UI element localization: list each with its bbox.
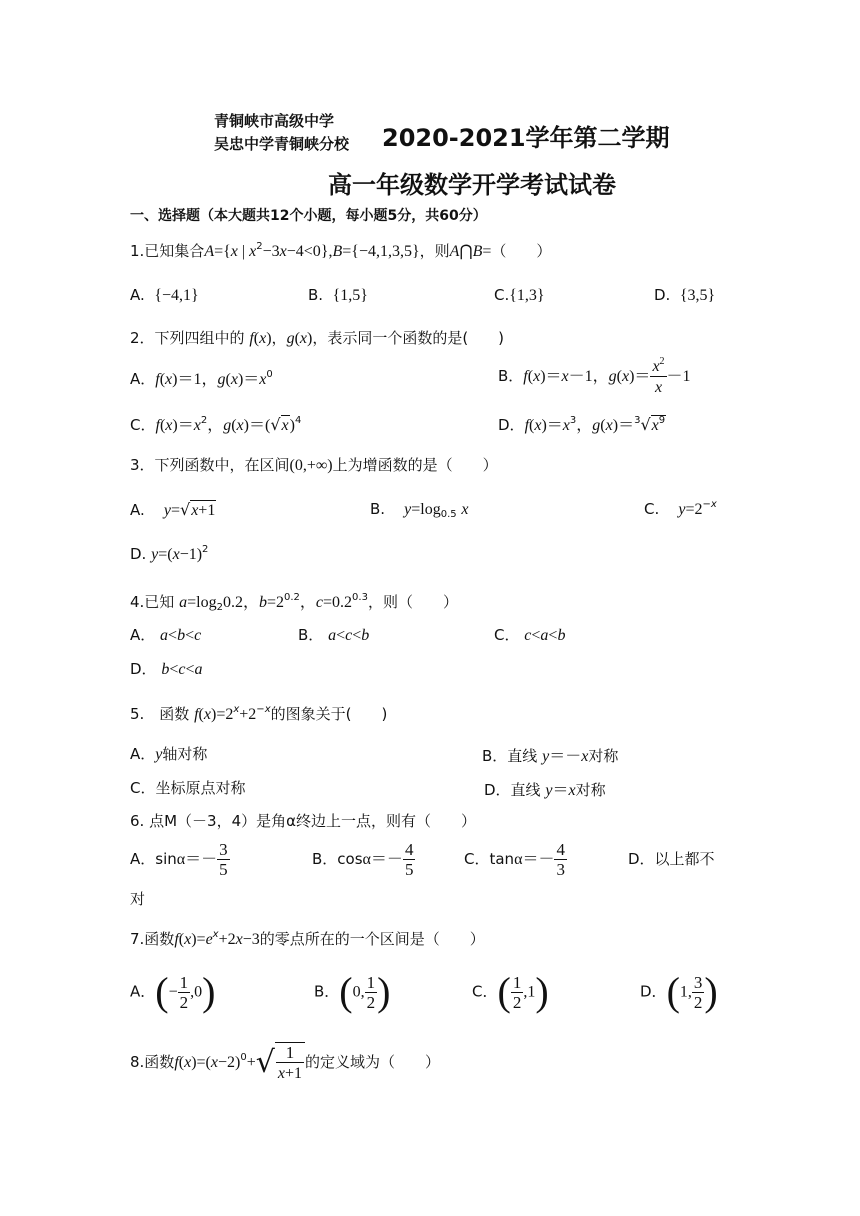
question-2: 2．下列四组中的 f(x)，g(x)，表示同一个函数的是( ) [130, 329, 505, 347]
q7-option-d: D．(1, $\frac{3}{2}$ ) [640, 969, 718, 1014]
q6-option-b: B．cosα＝－ $\frac{4}{5}$ [312, 840, 414, 879]
q2-option-d: D．$f(x)=x^3$，$g(x)=^3√x^9$ [498, 415, 666, 434]
q5-option-d: D．直线 y＝x对称 [484, 781, 606, 799]
q7-option-c: C．( $\frac{1}{2}$ ,1) [472, 969, 549, 1014]
q2-option-a: A．f(x)＝1，$g(x)=x^0$ [130, 369, 273, 388]
q6-option-a: A．sinα＝－ $\frac{3}{5}$ [130, 840, 228, 879]
school-name-2: 吴忠中学青铜峡分校 [214, 135, 350, 153]
q3-option-a: A. y=√x+1 [130, 500, 216, 519]
q5-option-c: C．坐标原点对称 [130, 779, 246, 797]
q1-option-d: D. {3,5} [654, 286, 716, 304]
q7-option-a: A．(− $\frac{1}{2}$ ,0) [130, 969, 216, 1014]
q3-option-c: C. $y=2^{-x}$ [644, 499, 717, 518]
q1-option-c: C.{1,3} [494, 286, 545, 304]
q3-option-d: D. $y=(x-1)^2$ [130, 544, 209, 563]
question-1: 1.已知集合A={x | $x^2-3x-4<0\},B=\{-4,1,3,5\}$，则A⋂B=（ ） [130, 241, 552, 260]
q2-option-c: C．$f(x)=x^2$，$g(x)=(√x)^4$ [130, 415, 302, 434]
q1-option-a: A. {−4,1} [130, 286, 199, 304]
q5-option-b: B．直线 y＝－x对称 [482, 747, 619, 765]
school-name-1: 青铜峡市高级中学 [214, 112, 335, 130]
question-8: 8.函数$f(x)=(x-2)^0+√$ $\frac{1}{x+1}$ 的定义域为（ ） [130, 1043, 441, 1082]
q4-option-a: A． a<b<c [130, 626, 202, 644]
q1-pre: 1.已知集合 [130, 242, 205, 260]
q6-option-d-wrap: 对 [130, 890, 146, 908]
question-7: 7.函数$f(x)=e^x+2x-3$的零点所在的一个区间是（ ） [130, 929, 485, 948]
q2-option-b: B．f(x)＝x－1，g(x)＝ $\frac{x^2}{x}$ －1 [498, 356, 691, 396]
section-heading: 一、选择题（本大题共12个小题，每小题5分，共60分） [130, 208, 487, 224]
term-title: 2020-2021学年第二学期 [382, 124, 670, 152]
q3-option-b: B. $y=\log_{0.5}$ x [370, 500, 469, 520]
q4-option-b: B． a<c<b [298, 626, 370, 644]
q5-option-a: A．y轴对称 [130, 745, 208, 763]
q7-option-b: B．(0, $\frac{1}{2}$ ) [314, 969, 391, 1014]
question-3: 3．下列函数中，在区间(0,+∞)上为增函数的是（ ） [130, 456, 498, 474]
q1-option-b: B. {1,5} [308, 286, 368, 304]
q1-post: ，则 [419, 242, 450, 260]
q4-option-c: C． c<a<b [494, 626, 566, 644]
question-6: 6. 点M（－3，4）是角α终边上一点，则有（ ） [130, 812, 476, 830]
question-4: 4.已知 $a=\log_20.2$，$b=2^{0.2}$，$c=0.2^{0.3}$，则（ ） [130, 592, 458, 613]
q1-blank: （ ） [491, 242, 552, 260]
exam-title: 高一年级数学开学考试试卷 [328, 171, 616, 199]
question-5: 5. 函数 $f(x)=2^x+2^{-x}$的图象关于( ) [130, 704, 388, 723]
q6-option-d: D．以上都不 [628, 850, 715, 868]
q6-option-c: C．tanα＝－ $\frac{4}{3}$ [464, 840, 565, 879]
q4-option-d: D． b<c<a [130, 660, 203, 678]
